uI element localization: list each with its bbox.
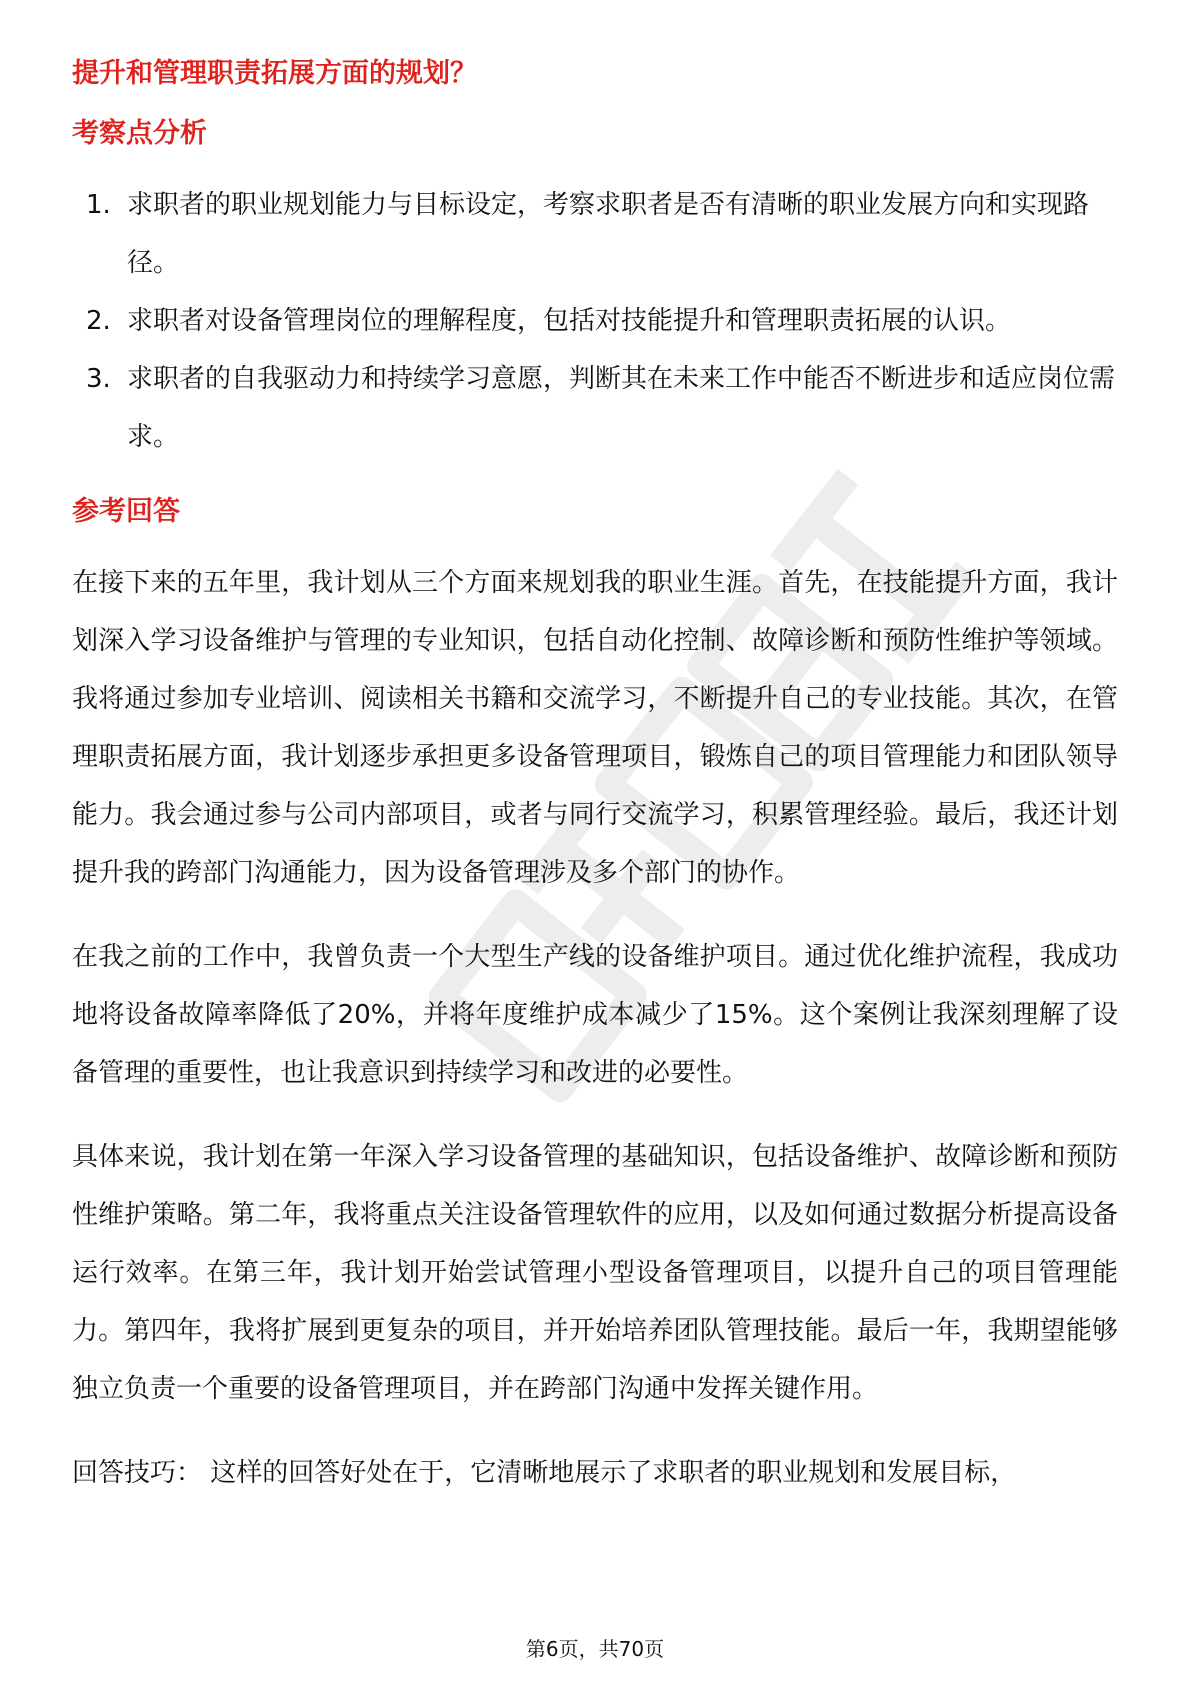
list-item	[72, 176, 1118, 292]
answer-paragraph: 具体来说，我计划在第一年深入学习设备管理的基础知识，包括设备维护、故障诊断和预防性维护策略。第二年，我将重点关注设备管理软件的应用，以及如何通过数据分析提高设备运行效率。在第三年，我计划开始尝试管理小型设备管理项目，以提升自己的项目管理能力。第四年，我将扩展到更复杂的项目，并开始培养团队管理技能。最后一年，我期望能够独立负责一个重要的设备管理项目，并在跨部门沟通中发挥关键作用。	[72, 1142, 1118, 1404]
list-item-text: 求职者的自我驱动力和持续学习意愿，判断其在未来工作中能否不断进步和适应岗位需求。	[127, 364, 1116, 452]
analysis-list	[72, 176, 1118, 466]
list-item-number: 2.	[86, 306, 111, 336]
list-item-number: 1.	[86, 190, 111, 220]
list-item-text: 求职者对设备管理岗位的理解程度，包括对技能提升和管理职责拓展的认识。	[127, 306, 1012, 336]
analysis-heading: 考察点分析	[72, 118, 207, 149]
list-item	[72, 350, 1118, 466]
answer-heading: 参考回答	[72, 496, 180, 527]
question-heading: 提升和管理职责拓展方面的规划？	[72, 58, 477, 89]
answer-paragraph: 在我之前的工作中，我曾负责一个大型生产线的设备维护项目。通过优化维护流程，我成功地将设备故障率降低了20%，并将年度维护成本减少了15%。这个案例让我深刻理解了设备管理的重要性，也让我意识到持续学习和改进的必要性。	[72, 942, 1118, 1088]
page-number: 第6页，共70页	[525, 1637, 665, 1661]
list-item-text: 求职者的职业规划能力与目标设定，考察求职者是否有清晰的职业发展方向和实现路径。	[127, 190, 1090, 278]
document-content	[72, 54, 1118, 1502]
list-item	[72, 292, 1118, 350]
answer-paragraph: 在接下来的五年里，我计划从三个方面来规划我的职业生涯。首先，在技能提升方面，我计划深入学习设备维护与管理的专业知识，包括自动化控制、故障诊断和预防性维护等领域。我将通过参加专业培训、阅读相关书籍和交流学习，不断提升自己的专业技能。其次，在管理职责拓展方面，我计划逐步承担更多设备管理项目，锻炼自己的项目管理能力和团队领导能力。我会通过参与公司内部项目，或者与同行交流学习，积累管理经验。最后，我还计划提升我的跨部门沟通能力，因为设备管理涉及多个部门的协作。	[72, 568, 1118, 888]
list-item-number: 3.	[86, 364, 111, 394]
answer-tip: 回答技巧： 这样的回答好处在于，它清晰地展示了求职者的职业规划和发展目标，	[72, 1458, 1017, 1488]
